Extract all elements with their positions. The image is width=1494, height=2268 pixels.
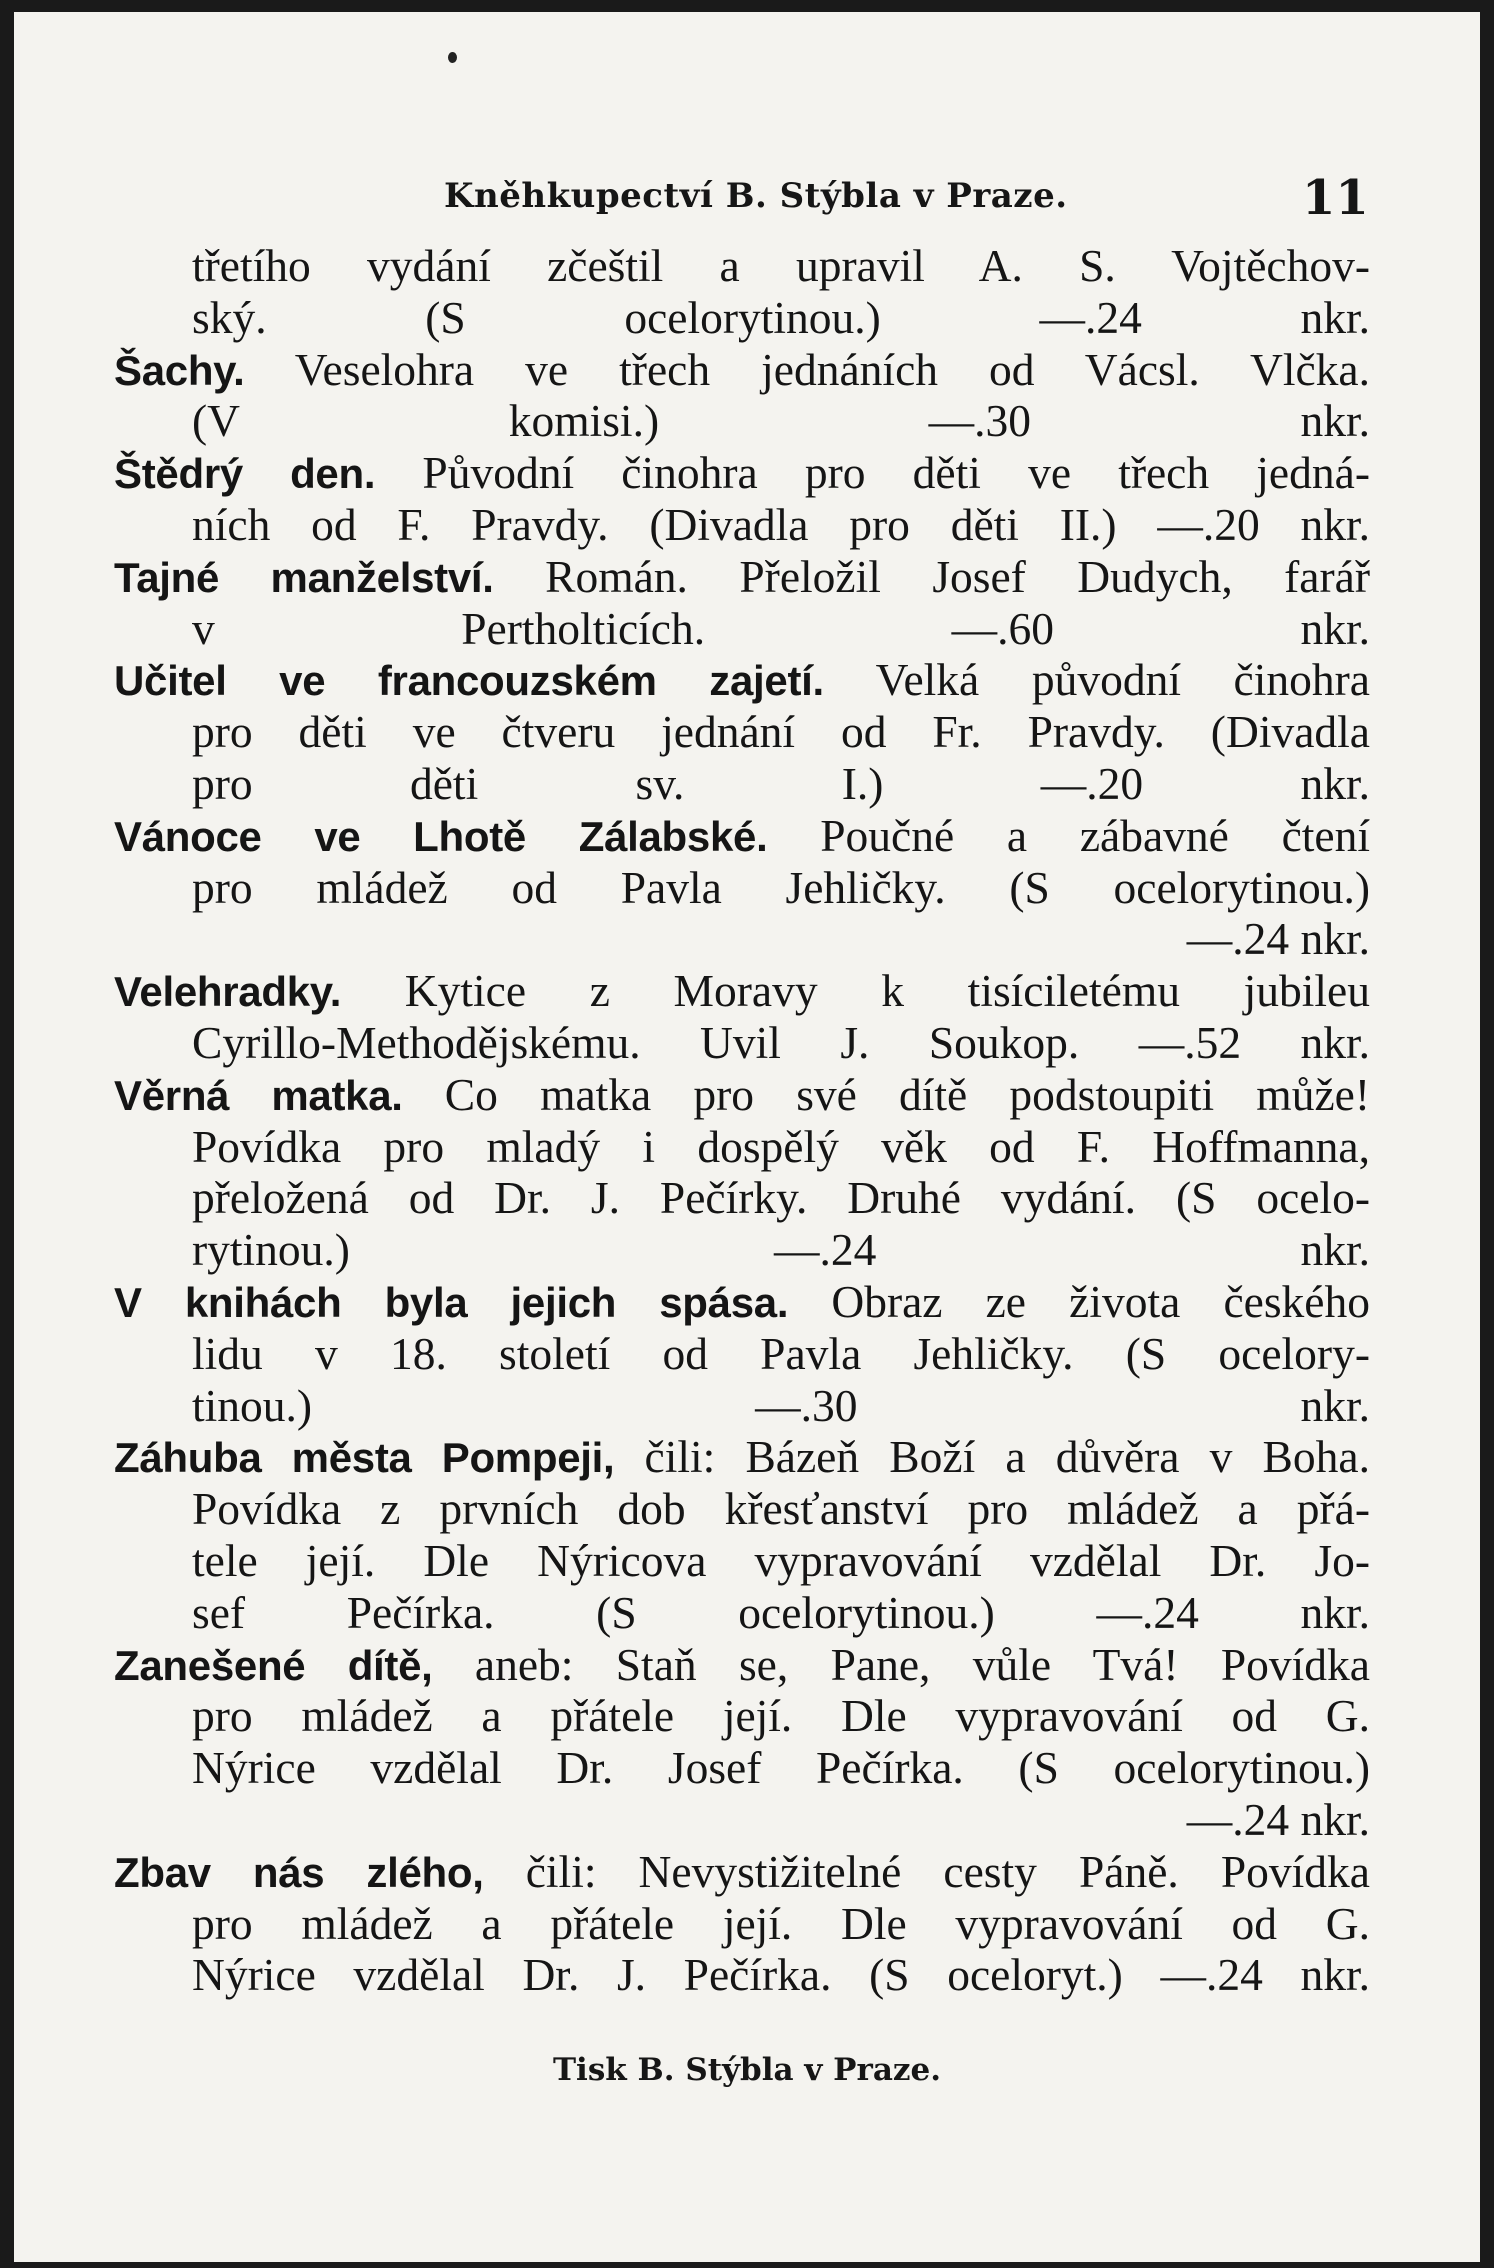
entry-line bbox=[114, 395, 1370, 447]
entry-text: Nýrice vzdělal Dr. Josef Pečírka. (S ocelorytinou.) bbox=[192, 1742, 1370, 1794]
entry-line bbox=[114, 292, 1370, 344]
entry-text: Nýrice vzdělal Dr. J. Pečírka. (S oceloryt.) —.24 nkr. bbox=[192, 1949, 1370, 2001]
catalogue-entry bbox=[114, 965, 1370, 1069]
entry-line bbox=[114, 344, 1370, 396]
entry-text: pro mládež a přátele její. Dle vypravování od G. bbox=[192, 1690, 1370, 1742]
entry-text: Kytice z Moravy k tisíciletému jubileu bbox=[341, 965, 1370, 1017]
entry-text: čili: Bázeň Boží a důvěra v Boha. bbox=[614, 1431, 1370, 1483]
entry-text: v Pertholticích. —.60 nkr. bbox=[192, 602, 1370, 654]
book-page bbox=[14, 12, 1480, 2262]
catalogue-entry bbox=[114, 240, 1370, 344]
entry-text: Poučné a zábavné čtení bbox=[767, 809, 1371, 861]
entry-title: Učitel ve francouzském zajetí. bbox=[114, 657, 824, 705]
entry-text: Velká původní činohra bbox=[823, 654, 1370, 706]
entry-text: sef Pečírka. (S ocelorytinou.) —.24 nkr. bbox=[192, 1586, 1370, 1638]
entry-title: Velehradky. bbox=[114, 968, 342, 1016]
catalogue-entry bbox=[114, 1431, 1370, 1638]
entry-line bbox=[114, 1846, 1370, 1898]
entry-text: pro mládež od Pavla Jehličky. (S ocelorytinou.) bbox=[192, 861, 1370, 913]
catalogue-entry bbox=[114, 551, 1370, 655]
entry-line bbox=[114, 1069, 1370, 1121]
entry-text: Román. Přeložil Josef Dudych, farář bbox=[493, 550, 1370, 602]
entry-line bbox=[114, 1949, 1370, 2001]
entry-line bbox=[114, 447, 1370, 499]
entry-line bbox=[114, 810, 1370, 862]
entry-text: rytinou.) —.24 nkr. bbox=[192, 1224, 1370, 1276]
entry-line bbox=[114, 1431, 1370, 1483]
catalogue-entry bbox=[114, 1639, 1370, 1846]
entry-text: pro děti sv. I.) —.20 nkr. bbox=[192, 757, 1370, 809]
entry-line bbox=[114, 1483, 1370, 1535]
entry-line bbox=[114, 551, 1370, 603]
ink-speck bbox=[448, 52, 457, 63]
entry-text: —.24 nkr. bbox=[1186, 913, 1370, 965]
entry-line bbox=[114, 1794, 1370, 1846]
catalogue-entries bbox=[114, 240, 1370, 2001]
entry-line bbox=[114, 1121, 1370, 1173]
printer-imprint: Tisk B. Stýbla v Praze. bbox=[552, 2052, 942, 2088]
entry-text: Povídka z prvních dob křesťanství pro mládež a přá- bbox=[192, 1483, 1370, 1535]
entry-text: ních od F. Pravdy. (Divadla pro děti II.) —.20 nkr. bbox=[192, 498, 1370, 550]
entry-line bbox=[114, 1898, 1370, 1950]
entry-line bbox=[114, 240, 1370, 292]
entry-title: V knihách byla jejich spása. bbox=[114, 1278, 789, 1326]
catalogue-entry bbox=[114, 654, 1370, 809]
catalogue-entry bbox=[114, 1276, 1370, 1431]
entry-line bbox=[114, 965, 1370, 1017]
entry-text: Co matka pro své dítě podstoupiti může! bbox=[402, 1068, 1370, 1120]
entry-line bbox=[114, 706, 1370, 758]
entry-text: aneb: Staň se, Pane, vůle Tvá! Povídka bbox=[432, 1638, 1370, 1690]
catalogue-entry bbox=[114, 1846, 1370, 2001]
entry-text: přeložená od Dr. J. Pečírky. Druhé vydání. (S ocelo- bbox=[192, 1172, 1370, 1224]
entry-line bbox=[114, 758, 1370, 810]
entry-line bbox=[114, 1587, 1370, 1639]
entry-line bbox=[114, 499, 1370, 551]
catalogue-entry bbox=[114, 810, 1370, 965]
entry-text: třetího vydání zčeštil a upravil A. S. Vojtěchov- bbox=[192, 240, 1370, 291]
entry-text: —.24 nkr. bbox=[1186, 1793, 1370, 1845]
entry-line bbox=[114, 1380, 1370, 1432]
entry-line bbox=[114, 603, 1370, 655]
entry-line bbox=[114, 913, 1370, 965]
entry-line bbox=[114, 1535, 1370, 1587]
entry-text: (V komisi.) —.30 nkr. bbox=[192, 395, 1370, 447]
entry-title: Tajné manželství. bbox=[114, 553, 494, 601]
entry-title: Záhuba města Pompeji, bbox=[114, 1434, 615, 1482]
entry-line bbox=[114, 1276, 1370, 1328]
entry-line bbox=[114, 654, 1370, 706]
entry-text: tinou.) —.30 nkr. bbox=[192, 1379, 1370, 1431]
entry-line bbox=[114, 1690, 1370, 1742]
entry-text: čili: Nevystižitelné cesty Páně. Povídka bbox=[483, 1845, 1370, 1897]
entry-title: Štědrý den. bbox=[114, 450, 376, 498]
entry-title: Zanešené dítě, bbox=[114, 1641, 433, 1689]
entry-text: Obraz ze života českého bbox=[788, 1275, 1370, 1327]
entry-line bbox=[114, 862, 1370, 914]
entry-line bbox=[114, 1742, 1370, 1794]
entry-text: Povídka pro mladý i dospělý věk od F. Hoffmanna, bbox=[192, 1120, 1370, 1172]
entry-title: Zbav nás zlého, bbox=[114, 1848, 484, 1896]
entry-line bbox=[114, 1224, 1370, 1276]
running-head: Kněhkupectví B. Stýbla v Praze. bbox=[444, 176, 1068, 216]
entry-title: Šachy. bbox=[114, 346, 245, 394]
catalogue-entry bbox=[114, 447, 1370, 551]
catalogue-entry bbox=[114, 344, 1370, 448]
entry-line bbox=[114, 1328, 1370, 1380]
entry-text: Veselohra ve třech jednáních od Vácsl. Vlčka. bbox=[244, 343, 1370, 395]
entry-title: Vánoce ve Lhotě Zálabské. bbox=[114, 812, 768, 860]
entry-title: Věrná matka. bbox=[114, 1071, 403, 1119]
entry-text: pro děti ve čtveru jednání od Fr. Pravdy. (Divadla bbox=[192, 706, 1370, 758]
entry-text: pro mládež a přátele její. Dle vypravování od G. bbox=[192, 1897, 1370, 1949]
entry-line bbox=[114, 1639, 1370, 1691]
page-number: 11 bbox=[1302, 170, 1369, 226]
entry-line bbox=[114, 1017, 1370, 1069]
entry-text: Původní činohra pro děti ve třech jedná- bbox=[375, 447, 1370, 499]
entry-text: lidu v 18. století od Pavla Jehličky. (S ocelory- bbox=[192, 1327, 1370, 1379]
page-header bbox=[14, 170, 1480, 240]
catalogue-entry bbox=[114, 1069, 1370, 1276]
entry-text: tele její. Dle Nýricova vypravování vzdělal Dr. Jo- bbox=[192, 1534, 1370, 1586]
entry-line bbox=[114, 1172, 1370, 1224]
entry-text: Cyrillo-Methodějskému. Uvil J. Soukop. —.52 nkr. bbox=[192, 1016, 1370, 1068]
entry-text: ský. (S ocelorytinou.) —.24 nkr. bbox=[192, 291, 1370, 343]
